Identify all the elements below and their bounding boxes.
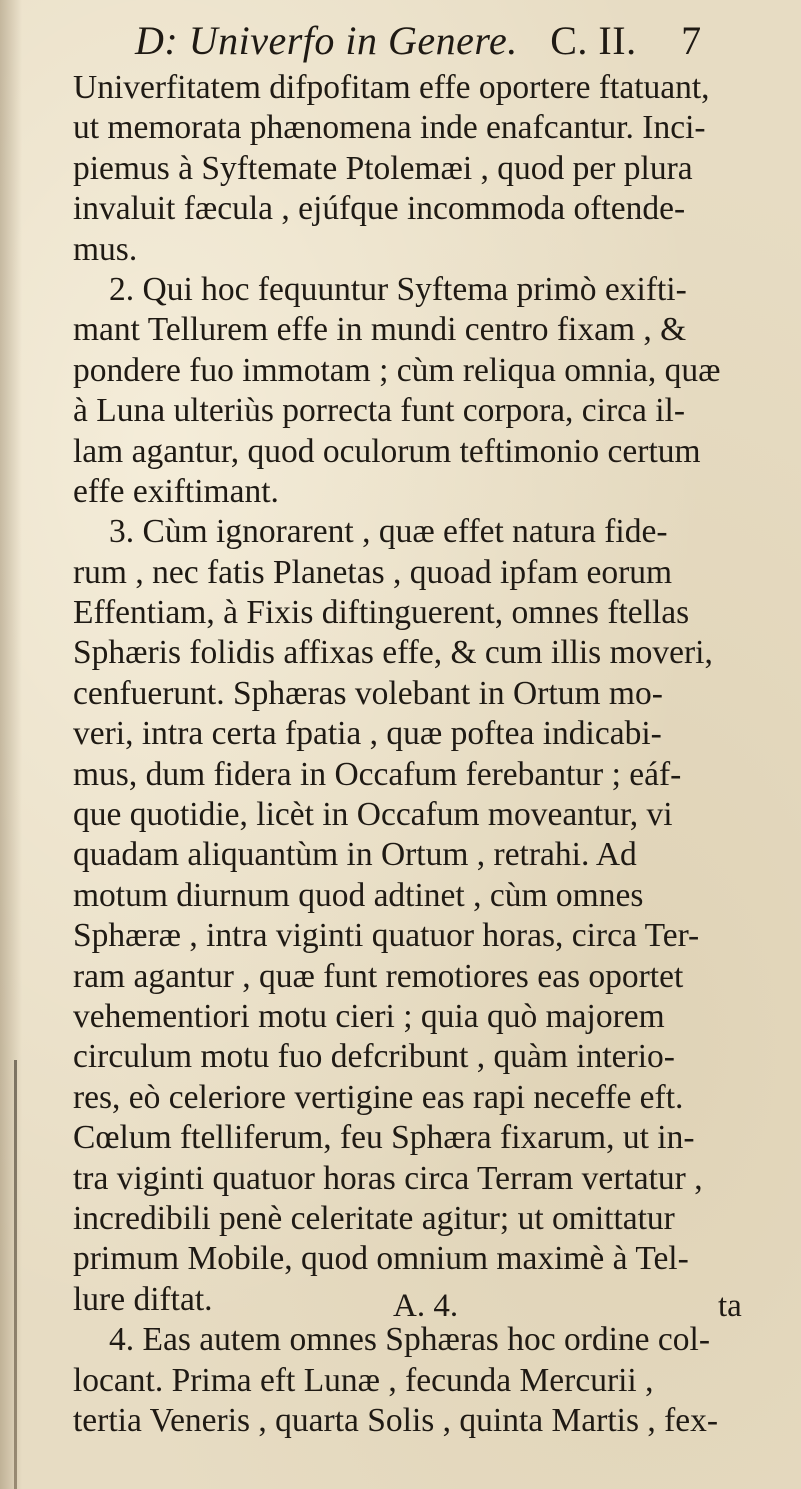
paragraph-4-start: 4. Eas autem omnes Sphæras hoc ordine col- [109,1321,711,1359]
text-line: pondere fuo immotam ; cùm reliqua omnia, quæ [73,351,721,389]
paragraph-2-start: 2. Qui hoc fequuntur Syftema primò exifti- [109,270,687,308]
signature-mark: A. 4. [393,1288,459,1324]
text-line: Effentiam, à Fixis diftinguerent, omnes ftellas [73,594,690,632]
text-line: quadam aliquantùm in Ortum , retrahi. Ad [73,836,637,874]
text-line: Sphæris folidis affixas effe, & cum illis moveri, [73,634,713,672]
header-title: D: Univerfo in Genere. [135,18,518,63]
text-line: piemus à Syftemate Ptolemæi , quod per plura [73,149,693,187]
text-line: que quotidie, licèt in Occafum moveantur, vi [73,796,673,834]
text-line: vehementiori motu cieri ; quia quò majorem [73,997,665,1035]
page-number: 7 [681,18,702,63]
binding-edge [14,1060,17,1489]
text-line: lam agantur, quod oculorum teftimonio certum [73,432,701,470]
text-line: rum , nec fatis Planetas , quoad ipfam eorum [73,553,673,591]
text-line: mus. [73,230,138,268]
running-header [135,14,735,68]
text-line: à Luna ulteriùs porrecta funt corpora, circa il- [73,392,686,430]
text-line: locant. Prima eft Lunæ , fecunda Mercurii , [73,1361,654,1399]
text-line: tra viginti quatuor horas circa Terram vertatur , [73,1159,703,1197]
header-chapter-ref: C. II. [550,18,637,63]
text-line: res, eò celeriore vertigine eas rapi neceffe eft. [73,1078,684,1116]
text-line: effe exiftimant. [73,472,279,510]
text-line: invaluit fæcula , ejúfque incommoda oftende- [73,190,686,228]
text-line: cenfuerunt. Sphæras volebant in Ortum mo- [73,674,663,712]
text-line: Univerfitatem difpofitam effe oportere ftatuant, [73,69,710,106]
text-line: tertia Veneris , quarta Solis , quinta Martis , fex- [73,1401,719,1439]
text-line: Sphæræ , intra viginti quatuor horas, circa Ter- [73,917,700,955]
text-line: motum diurnum quod adtinet , cùm omnes [73,876,644,914]
text-line: incredibili penè celeritate agitur; ut omittatur [73,1199,675,1237]
text-line: ram agantur , quæ funt remotiores eas oportet [73,957,684,995]
text-line: Cœlum ftelliferum, feu Sphæra fixarum, ut in- [73,1119,695,1157]
page-gutter-shadow [0,0,22,1489]
text-line: circulum motu fuo defcribunt , quàm interio- [73,1038,675,1076]
text-line: mus, dum fidera in Occafum ferebantur ; eáf- [73,755,682,793]
catchword: ta [718,1288,742,1324]
paragraph-3-start: 3. Cùm ignorarent , quæ effet natura fide- [109,513,668,551]
text-line: lure diftat. [73,1280,213,1318]
text-line: mant Tellurem effe in mundi centro fixam , & [73,311,687,349]
page-footer [73,1288,763,1328]
text-line: ut memorata phænomena inde enafcantur. Inci- [73,109,706,147]
text-line: veri, intra certa fpatia , quæ poftea indicabi- [73,715,662,753]
body-text [73,68,763,1441]
text-line: primum Mobile, quod omnium maximè à Tel- [73,1240,689,1278]
